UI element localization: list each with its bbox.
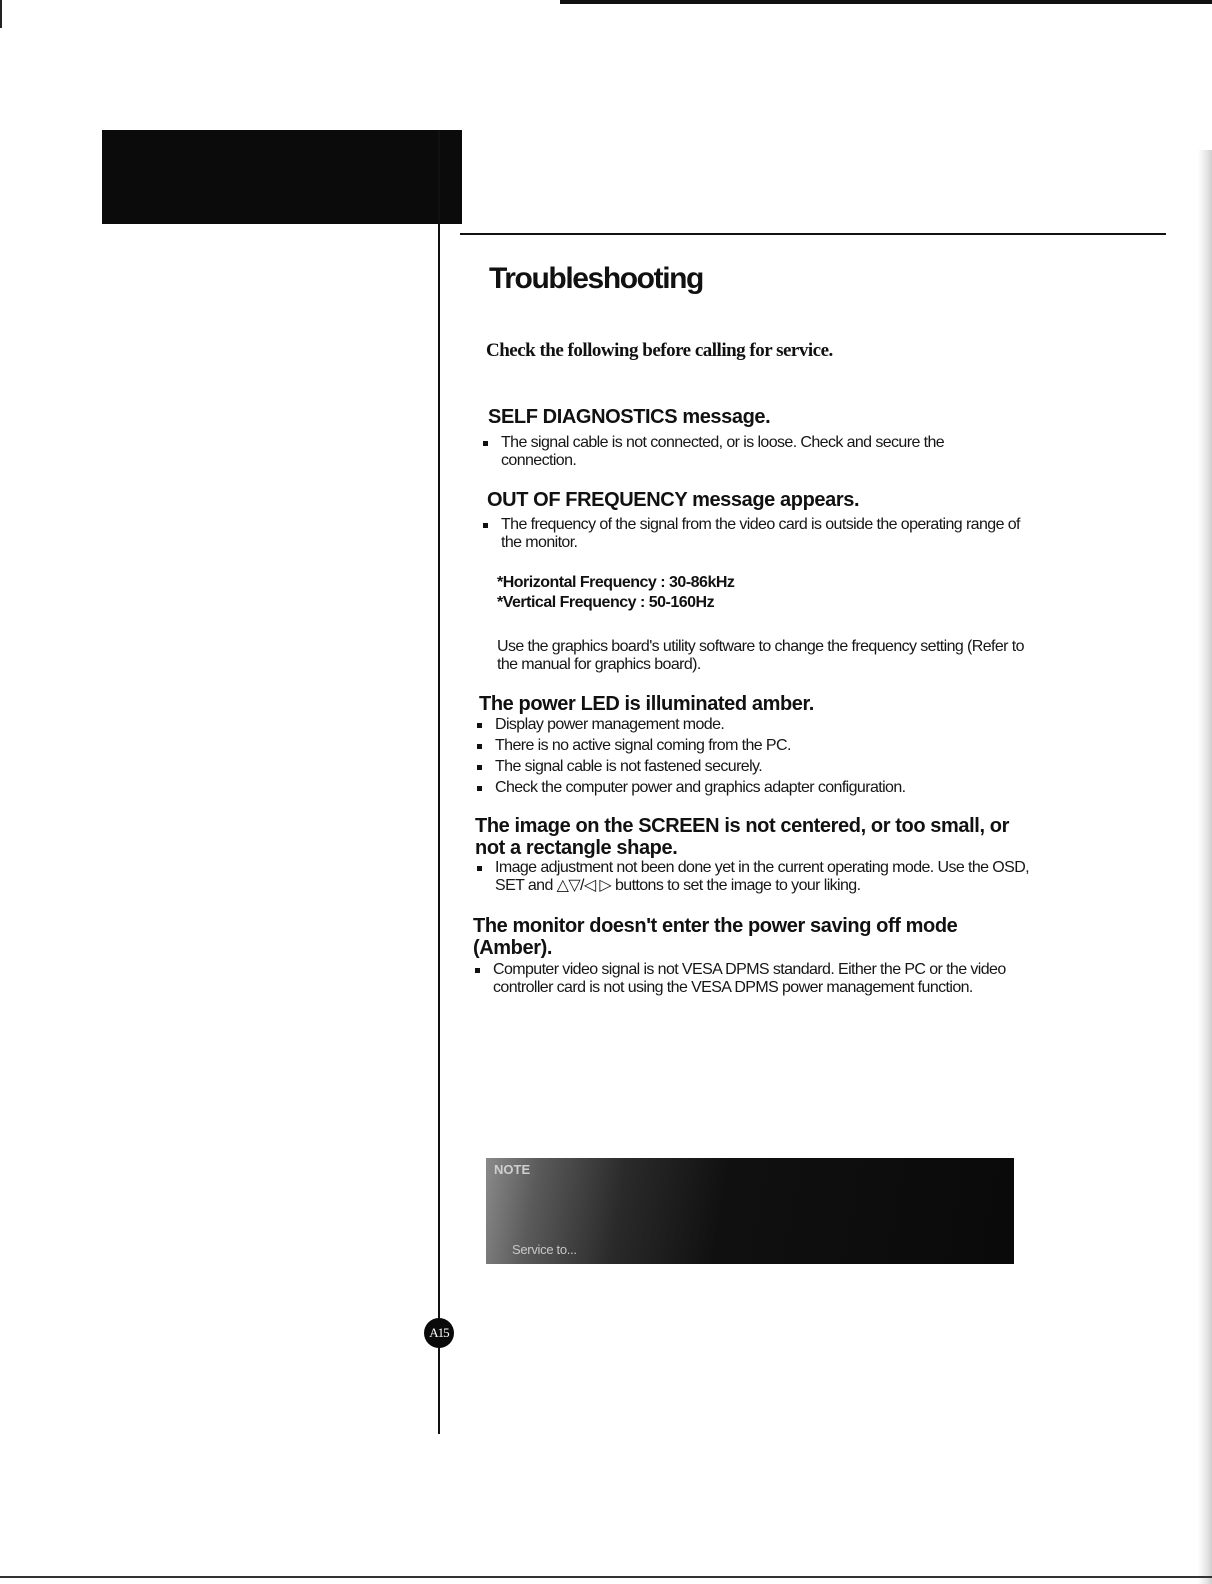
note-box [486, 1158, 1014, 1264]
list-item: The signal cable is not fastened securely. [475, 758, 1035, 776]
bullet-list-power-led-amber [475, 716, 1035, 800]
bullet-list-self-diagnostics [481, 434, 1021, 473]
header-block [102, 130, 462, 224]
list-item: Computer video signal is not VESA DPMS standard. Either the PC or the video controller card is not using the VESA DPMS power management function. [473, 961, 1033, 997]
frequency-utility-note: Use the graphics board's utility software to change the frequency setting (Refer to the manual for graphics board). [497, 638, 1024, 673]
page-subtitle: Check the following before calling for service. [486, 340, 833, 361]
section-heading-self-diagnostics: SELF DIAGNOSTICS message. [488, 406, 771, 428]
list-item: The frequency of the signal from the video card is outside the operating range of the monitor. [481, 516, 1033, 552]
scan-bottom-rule [0, 1576, 1212, 1578]
scan-left-tick [0, 0, 2, 28]
list-item: Check the computer power and graphics adapter configuration. [475, 779, 1035, 797]
list-item: Display power management mode. [475, 716, 1035, 734]
vertical-frequency-spec: *Vertical Frequency : 50-160Hz [497, 594, 715, 611]
scan-top-rule [560, 0, 1212, 4]
list-item: Image adjustment not been done yet in the current operating mode. Use the OSD, SET and △▽/◁ ▷ buttons to set the image to your liking. [475, 859, 1035, 895]
page-number-badge: A15 [424, 1318, 454, 1348]
list-item: There is no active signal coming from the PC. [475, 737, 1035, 755]
header-rule [460, 233, 1166, 235]
list-item: The signal cable is not connected, or is loose. Check and secure the connection. [481, 434, 1021, 470]
section-heading-out-of-frequency: OUT OF FREQUENCY message appears. [487, 489, 860, 511]
section-heading-image-not-centered: The image on the SCREEN is not centered, or too small, or not a rectangle shape. [475, 815, 1009, 859]
note-label: NOTE [494, 1162, 531, 1177]
bullet-list-power-saving-mode [473, 961, 1033, 1000]
bullet-list-out-of-frequency [481, 516, 1033, 555]
page-title: Troubleshooting [489, 262, 703, 295]
scan-right-edge [1198, 150, 1212, 1584]
note-text: Service to... [512, 1242, 577, 1257]
page-spine-line [438, 130, 440, 1434]
section-heading-power-saving-mode: The monitor doesn't enter the power saving off mode (Amber). [473, 915, 958, 959]
horizontal-frequency-spec: *Horizontal Frequency : 30-86kHz [497, 574, 735, 591]
section-heading-power-led-amber: The power LED is illuminated amber. [479, 693, 814, 715]
bullet-list-image-not-centered [475, 859, 1035, 898]
